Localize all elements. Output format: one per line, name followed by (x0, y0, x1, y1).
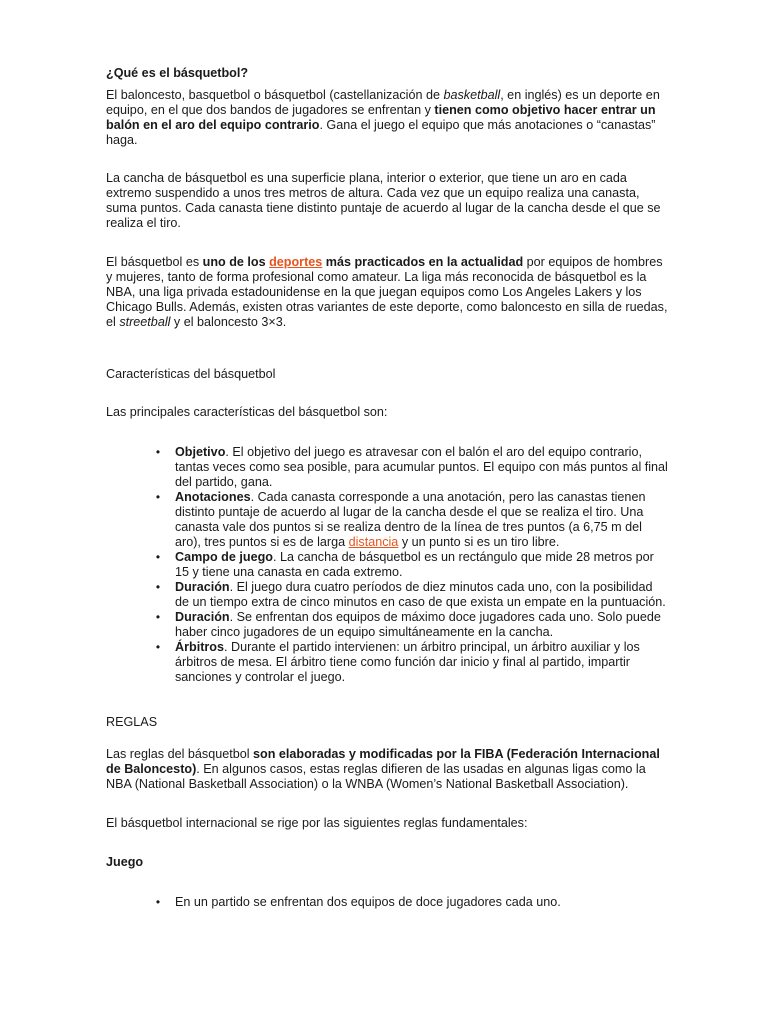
heading-caracteristicas: Características del básquetbol (106, 367, 276, 381)
reglas-bold-fiba: son elaboradas y modificadas por la FIBA (Federación Internacional de Baloncesto) (106, 747, 660, 776)
list-item-text: . El objetivo del juego es atravesar con el balón el aro del equipo contrario, tantas veces como sea posible, para acumular puntos. El equipo con más puntos al final del partido, gana. (175, 445, 668, 489)
list-item-term: Objetivo (175, 445, 226, 459)
popular-text-1: El básquetbol es (106, 255, 203, 269)
list-item-text: . El juego dura cuatro períodos de diez minutos cada uno, con la posibilidad de un tiempo extra de cinco minutos en caso de que exista un empate en la puntuación. (175, 580, 666, 609)
intro-text-1: El baloncesto, basquetbol o básquetbol (castellanización de (106, 88, 444, 102)
internacional-paragraph: El básquetbol internacional se rige por las siguientes reglas fundamentales: (106, 816, 528, 830)
cancha-paragraph: La cancha de básquetbol es una superficie plana, interior o exterior, que tiene un aro en cada extremo suspendido a unos tres metros de altura. Cada vez que un equipo realiza una canasta, suma puntos. Cada canasta tiene distinto puntaje de acuerdo al lugar de la cancha desde el que se realiza el tiro. (106, 171, 661, 230)
bullet-icon: • (155, 445, 161, 459)
bullet-icon: • (155, 895, 161, 909)
list-item-text: . Se enfrentan dos equipos de máximo doce jugadores cada uno. Solo puede haber cinco jugadores de un equipo simultáneamente en la cancha. (175, 610, 661, 639)
reglas-text-2: . En algunos casos, estas reglas difieren de las usadas en algunas ligas como la NBA (National Basketball Association) o la WNBA (Women’s National Basketball Association). (106, 762, 646, 791)
popular-text-3: y el baloncesto 3×3. (170, 315, 287, 329)
list-item-term: Duración (175, 610, 230, 624)
list-item (155, 580, 668, 610)
list-item-term: Anotaciones (175, 490, 251, 504)
heading-juego: Juego (106, 855, 144, 869)
list-item (155, 610, 668, 640)
list-item-text: . Cada canasta corresponde a una anotación, pero las canastas tienen distinto puntaje de acuerdo al lugar de la cancha desde el que se realiza el tiro. Una canasta vale dos puntos si se realiza dentro de la línea de tres puntos (a 6,75 m del aro), tres puntos si es de larga (175, 490, 646, 549)
bullet-icon: • (155, 640, 161, 654)
bullet-icon: • (155, 550, 161, 564)
list-item (155, 490, 668, 550)
list-item-text: . Durante el partido intervienen: un árbitro principal, un árbitro auxiliar y los árbitros de mesa. El árbitro tiene como función dar inicio y final al partido, impartir sanciones y controlar el juego. (175, 640, 640, 684)
juego-list (106, 895, 668, 910)
intro-text-2: , en inglés) es un deporte en equipo, en el que dos bandos de jugadores se enfrentan y (106, 88, 660, 117)
list-item (155, 895, 668, 910)
reglas-text-1: Las reglas del básquetbol (106, 747, 254, 761)
heading-reglas: REGLAS (106, 715, 158, 729)
heading-que-es: ¿Qué es el básquetbol? (106, 66, 249, 80)
popular-bold-2: más practicados en la actualidad (322, 255, 524, 269)
caracteristicas-list (106, 445, 668, 685)
intro-paragraph (106, 88, 668, 148)
list-item-text-end: y un punto si es un tiro libre. (398, 535, 560, 549)
deportes-link[interactable]: deportes (269, 255, 323, 269)
list-item-text: . La cancha de básquetbol es un rectángulo que mide 28 metros por 15 y tiene una canasta en cada extremo. (175, 550, 654, 579)
intro-bold-objective: tienen como objetivo hacer entrar un balón en el aro del equipo contrario (106, 103, 656, 132)
list-item (155, 640, 668, 685)
intro-text-3: . Gana el juego el equipo que más anotaciones o “canastas” haga. (106, 118, 656, 147)
list-item-text: En un partido se enfrentan dos equipos de doce jugadores cada uno. (175, 895, 561, 909)
list-item-term: Árbitros (175, 640, 224, 654)
list-item (155, 445, 668, 490)
bullet-icon: • (155, 610, 161, 624)
list-item-term: Duración (175, 580, 230, 594)
list-item-term: Campo de juego (175, 550, 273, 564)
reglas-paragraph (106, 747, 668, 792)
popular-paragraph (106, 255, 668, 330)
distancia-link[interactable]: distancia (348, 535, 399, 549)
popular-italic-streetball: streetball (119, 315, 171, 329)
list-item (155, 550, 668, 580)
popular-bold-1: uno de los (202, 255, 270, 269)
bullet-icon: • (155, 580, 161, 594)
popular-text-2: por equipos de hombres y mujeres, tanto de forma profesional como amateur. La liga más reconocida de básquetbol es la NBA, una liga privada estadounidense en la que juegan equipos como Los Angeles Lakers y los Chicago Bulls. Además, existen otras variantes de este deporte, como baloncesto en silla de ruedas, el (106, 255, 668, 329)
bullet-icon: • (155, 490, 161, 504)
caracteristicas-lead: Las principales características del básquetbol son: (106, 405, 388, 419)
intro-italic-term: basketball (443, 88, 501, 102)
